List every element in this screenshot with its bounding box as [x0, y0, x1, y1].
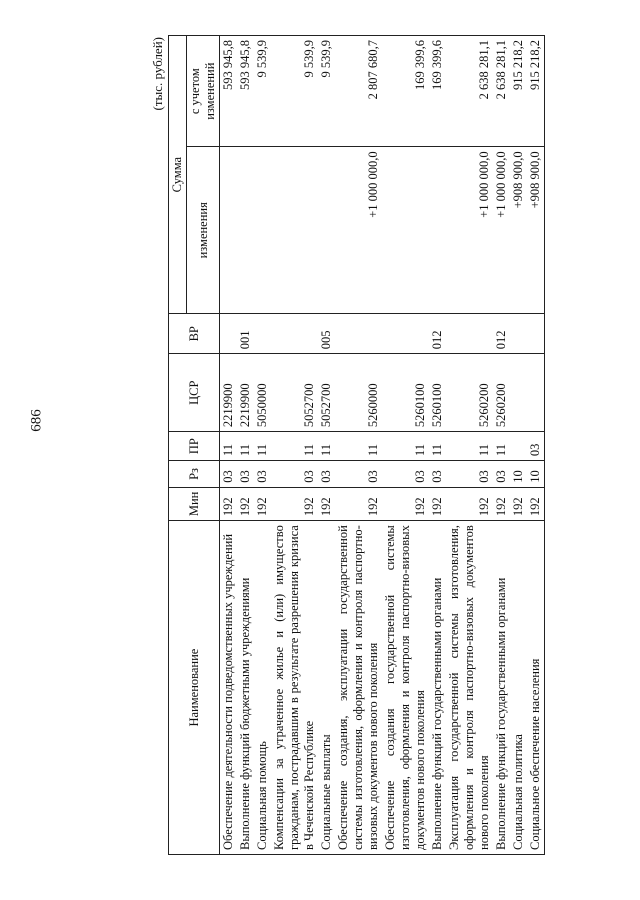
row-changes [429, 147, 446, 314]
row-total: 915 218,2 [510, 36, 527, 147]
row-rz: 03 [254, 461, 271, 488]
table-row [335, 36, 382, 855]
row-pr: 11 [335, 432, 382, 461]
row-min: 192 [220, 487, 238, 520]
row-csr: 5260000 [335, 354, 382, 432]
row-pr [510, 432, 527, 461]
budget-table [168, 35, 545, 855]
row-rz: 03 [271, 461, 318, 488]
row-total: 2 638 281,1 [493, 36, 510, 147]
row-pr: 11 [254, 432, 271, 461]
row-total: 593 945,8 [237, 36, 254, 147]
row-total: 2 807 680,7 [335, 36, 382, 147]
row-vr: 012 [429, 314, 446, 354]
header-vr: ВР [169, 314, 220, 354]
row-name: Социальные выплаты [318, 521, 335, 855]
row-pr: 11 [493, 432, 510, 461]
header-csr: ЦСР [169, 354, 220, 432]
row-rz: 03 [318, 461, 335, 488]
row-pr: 03 [527, 432, 545, 461]
table-header [169, 36, 220, 855]
table-row [254, 36, 271, 855]
row-vr [382, 314, 429, 354]
row-total: 169 399,6 [382, 36, 429, 147]
row-csr: 5260100 [429, 354, 446, 432]
table-row [382, 36, 429, 855]
row-total: 915 218,2 [527, 36, 545, 147]
row-name: Обеспечение создания государственной системы изготовления, оформления и контроля паспортно-визовых документов нового поколения [382, 521, 429, 855]
row-vr [335, 314, 382, 354]
table-row [493, 36, 510, 855]
row-total: 593 945,8 [220, 36, 238, 147]
row-rz: 03 [446, 461, 493, 488]
row-name: Выполнение функций государственными органами [493, 521, 510, 855]
row-changes [382, 147, 429, 314]
page-number: 686 [28, 409, 45, 432]
table-row [220, 36, 238, 855]
row-changes: +908 900,0 [510, 147, 527, 314]
row-rz: 03 [220, 461, 238, 488]
row-csr [510, 354, 527, 432]
row-csr: 2219900 [237, 354, 254, 432]
row-pr: 11 [271, 432, 318, 461]
row-rz: 10 [527, 461, 545, 488]
row-pr: 11 [237, 432, 254, 461]
row-min: 192 [254, 487, 271, 520]
row-csr: 5052700 [318, 354, 335, 432]
rotated-table-area [150, 35, 620, 855]
table-row [446, 36, 493, 855]
row-rz: 03 [335, 461, 382, 488]
row-pr: 11 [382, 432, 429, 461]
row-min: 192 [446, 487, 493, 520]
row-name: Обеспечение деятельности подведомственных учреждений [220, 521, 238, 855]
header-pr: ПР [169, 432, 220, 461]
row-changes [271, 147, 318, 314]
row-total: 9 539,9 [254, 36, 271, 147]
row-vr [254, 314, 271, 354]
row-min: 192 [527, 487, 545, 520]
row-total: 2 638 281,1 [446, 36, 493, 147]
header-rz: Рз [169, 461, 220, 488]
row-total: 9 539,9 [271, 36, 318, 147]
row-name: Социальная политика [510, 521, 527, 855]
row-name: Обеспечение создания, эксплуатации государственной системы изготовления, оформления и контроля паспортно-визовых документов нового поколения [335, 521, 382, 855]
row-csr: 5052700 [271, 354, 318, 432]
row-min: 192 [335, 487, 382, 520]
row-total: 169 399,6 [429, 36, 446, 147]
row-changes [254, 147, 271, 314]
row-min: 192 [493, 487, 510, 520]
row-changes: +1 000 000,0 [446, 147, 493, 314]
header-changes: изменения [187, 147, 220, 314]
row-min: 192 [382, 487, 429, 520]
row-min: 192 [237, 487, 254, 520]
row-pr: 11 [318, 432, 335, 461]
row-changes: +1 000 000,0 [335, 147, 382, 314]
row-min: 192 [318, 487, 335, 520]
units-label: (тыс. рублей) [150, 37, 165, 111]
header-name: Наименование [169, 521, 220, 855]
table-row [527, 36, 545, 855]
table-row [318, 36, 335, 855]
row-vr [220, 314, 238, 354]
table-row [510, 36, 527, 855]
row-vr: 005 [318, 314, 335, 354]
row-pr: 11 [220, 432, 238, 461]
row-rz: 03 [493, 461, 510, 488]
row-vr [271, 314, 318, 354]
row-csr: 5260100 [382, 354, 429, 432]
row-vr: 001 [237, 314, 254, 354]
row-changes [237, 147, 254, 314]
row-rz: 03 [237, 461, 254, 488]
row-rz: 10 [510, 461, 527, 488]
row-changes [220, 147, 238, 314]
row-vr: 012 [493, 314, 510, 354]
table-row [271, 36, 318, 855]
row-name: Выполнение функций государственными органами [429, 521, 446, 855]
table-row [237, 36, 254, 855]
row-vr [527, 314, 545, 354]
row-name: Социальное обеспечение населения [527, 521, 545, 855]
header-total: с учетом изменений [187, 36, 220, 147]
row-csr [527, 354, 545, 432]
row-total: 9 539,9 [318, 36, 335, 147]
table-row [429, 36, 446, 855]
row-name: Компенсации за утраченное жилье и (или) имущество гражданам, пострадавшим в результате разрешения кризиса в Чеченской Республике [271, 521, 318, 855]
row-vr [510, 314, 527, 354]
row-csr: 2219900 [220, 354, 238, 432]
header-sum: Сумма [169, 36, 187, 314]
row-rz: 03 [382, 461, 429, 488]
row-rz: 03 [429, 461, 446, 488]
row-pr: 11 [446, 432, 493, 461]
row-name: Эксплуатация государственной системы изготовления, оформления и контроля паспортно-визовых документов нового поколения [446, 521, 493, 855]
row-csr: 5260200 [446, 354, 493, 432]
row-name: Выполнение функций бюджетными учреждениями [237, 521, 254, 855]
row-csr: 5050000 [254, 354, 271, 432]
row-changes [318, 147, 335, 314]
row-name: Социальная помощь [254, 521, 271, 855]
row-changes: +908 900,0 [527, 147, 545, 314]
row-min: 192 [271, 487, 318, 520]
row-min: 192 [510, 487, 527, 520]
row-min: 192 [429, 487, 446, 520]
row-changes: +1 000 000,0 [493, 147, 510, 314]
header-min: Мин [169, 487, 220, 520]
table-body [220, 36, 545, 855]
row-vr [446, 314, 493, 354]
row-pr: 11 [429, 432, 446, 461]
row-csr: 5260200 [493, 354, 510, 432]
